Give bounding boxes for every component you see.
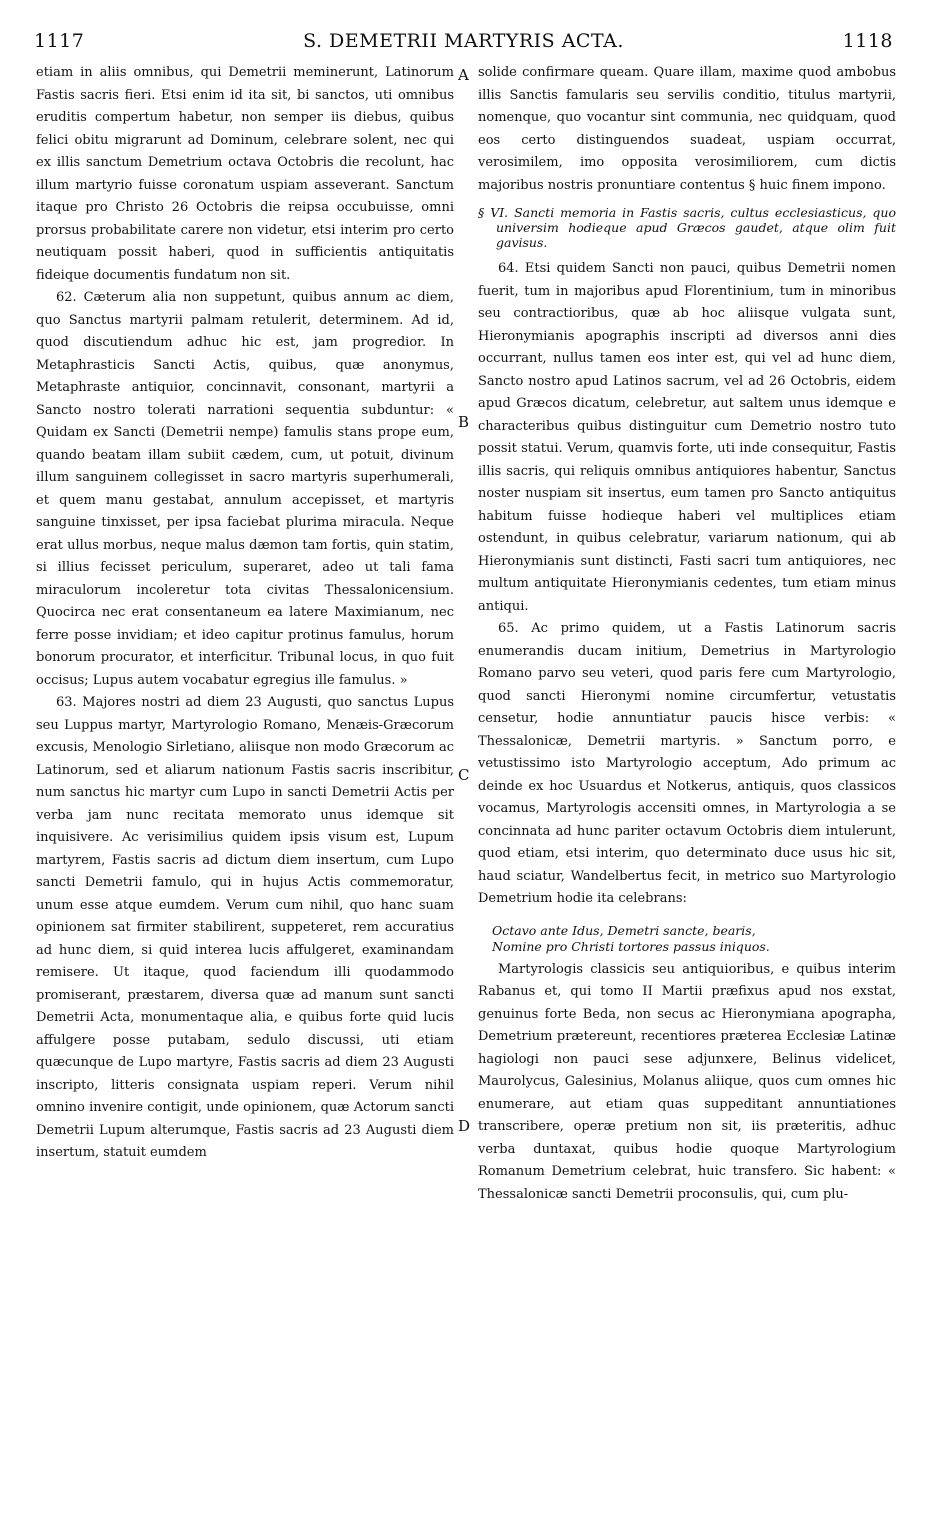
margin-marker-c: C [458, 766, 470, 784]
paragraph-after-verse: Martyrologis classicis seu antiquioribus, e quibus interim Rabanus et, qui tomo II Martii præfixus apud nos exstat, genuinus forte Beda, non secus ac Hieronymiana apographa, Demetrium prætereunt, recentiores præterea Ecclesiæ Latinæ hagiologi non pauci sese adjunxere, Belinus videlicet, Maurolycus, Galesinius, Molanus aliique, quos cum omnes hic enumerare, aut etiam quas suppeditant annuntiationes transcribere, operæ pretium non sit, iis præteritis, adhuc verba duntaxat, quibus hodie quoque Martyrologium Romanum Demetrium celebrat, huic transfero. Sic habent: « Thessalonicæ sancti Demetrii proconsulis, qui, cum plu- [478, 961, 896, 1202]
verse-line-2: Nomine pro Christi tortores passus iniquos. [492, 938, 770, 954]
verse-line-1: Octavo ante Idus, Demetri sancte, bearis, [492, 922, 756, 938]
paragraph-continued: etiam in aliis omnibus, qui Demetrii meminerunt, Latinorum Fastis sacris fieri. Etsi enim id ita sit, bi sanctos, uti omnibus eruditis compertum habetur, non semper iis diebus, quibus felici obitu migrarunt ad Dominum, celebrare solent, nec qui ex illis sanctum Demetrium octava Octobris die recolunt, hac illum martyrio fuisse coronatum uspiam asseverant. Sanctum itaque pro Christo 26 Octobris die reipsa occubuisse, omni prorsus probabilitate carere non videtur, etsi interim pro certo neutiquam possit haberi, quod in sufficientis antiquitatis fideique documentis fundatum non sit. [36, 65, 454, 283]
paragraph-63: 63. Majores nostri ad diem 23 Augusti, quo sanctus Lupus seu Luppus martyr, Martyrologio Romano, Menæis-Græcorum excusis, Menologio Sirletiano, aliisque non modo Græcorum ac Latinorum, sed et aliarum nationum Fastis sacris inscribitur, num sanctus hic martyr cum Lupo in sancti Demetrii Actis per verba jam nunc recitata memorato unus idemque sit inquisivere. Ac verisimilius quidem ipsis visum est, Lupum martyrem, Fastis sacris ad dictum diem insertum, cum Lupo sancti Demetrii famulo, qui in hujus Actis commemoratur, unum esse atque eumdem. Verum cum nihil, quo hanc suam opinionem sat firmiter stabilirent, suppeteret, rem accuratius ad hunc diem, si quid interea lucis affulgeret, examinandam remisere. Ut itaque, quod faciendum illi quodammodo promiserant, præstarem, diversa quæ ad manum sunt sancti Demetrii Acta, monumentaque alia, e quibus forte quid lucis affulgere posse putabam, sedulo discussi, uti etiam quæcunque de Lupo martyre, Fastis sacris ad diem 23 Augusti inscripto, litteris consignata uspiam reperi. Verum nihil omnino invenire contigit, unde opinionem, quæ Actorum sancti Demetrii Lupum alterumque, Fastis sacris ad 23 Augusti diem insertum, statuit eumdem [36, 695, 454, 1160]
right-page-number: 1118 [842, 30, 893, 52]
paragraph-65: 65. Ac primo quidem, ut a Fastis Latinorum sacris enumerandis ducam initium, Demetrius in Martyrologio Romano parvo seu veteri, quod paris fere cum Martyrologio, quod sancti Hieronymi nomine circumfertur, vetustatis censetur, hodie annuntiatur paucis hisce verbis: « Thessalonicæ, Demetrii martyris. » Sanctum porro, e vetustissimo isto Martyrologio acceptum, Ado primum ac deinde ex hoc Usuardus et Notkerus, antiquis, quos classicos vocamus, Martyrologis accensiti omnes, in Martyrologia a se concinnata ad hunc pariter octavum Octobris diem intulerunt, quod etiam, etsi interim, quo determinato duce usus hic sit, haud sciatur, Wandelbertus fecit, in metrico suo Martyrologio Demetrium hodie ita celebrans: [478, 621, 896, 906]
paragraph-62: 62. Cæterum alia non suppetunt, quibus annum ac diem, quo Sanctus martyrii palmam retulerit, determinem. Ad id, quod discutiendum adhuc hic est, jam progredior. In Metaphrasticis Sancti Actis, quibus, quæ anonymus, Metaphraste antiquior, concinnavit, consonant, martyrii a Sancto nostro tolerati narrationi sequentia subduntur: « Quidam ex Sancti (Demetrii nempe) famulis stans prope eum, quando beatam illam subiit cædem, cum, ut potuit, divinum illum sanguinem collegisset in sacro martyris superhumerali, et quem manu gestabat, annulum accepisset, et martyris sanguine tinxisset, per ipsa faciebat plurima miracula. Neque erat ullus morbus, neque malus dæmon tam fortis, quin statim, si illius fecisset periculum, superaret, adeo ut tali fama miraculorum incoleretur tota civitas Thessalonicensium. Quocirca nec erat consentaneum ea latere Maximianum, nec ferre posse invidiam; et ideo capitur protinus famulus, horum bonorum procurator, et interficitur. Tribunal locus, in quo fuit occisus; Lupus autem vocabatur egregius ille famulus. » [36, 290, 454, 688]
margin-marker-a: A [458, 66, 469, 84]
paragraph-64: 64. Etsi quidem Sancti non pauci, quibus Demetrii nomen fuerit, tum in majoribus apud Florentinium, tum in minoribus seu contractioribus, quæ ab hoc aliisque vulgata sunt, Hieronymianis apographis inscripti ad diversos anni dies occurrant, nullus tamen eos inter est, qui vel ad hunc diem, Sancto nostro apud Latinos sacrum, vel ad 26 Octobris, eidem apud Græcos dicatum, celebretur, aut saltem unus idemque e characteribus quibus distinguitur cum Demetrio nostro tuto possit statui. Verum, quamvis forte, uti inde consequitur, Fastis illis sacris, qui reliquis omnibus antiquiores habentur, Sanctus noster nuspiam sit insertus, eum tamen pro Sancto antiquitus habitum fuisse hodieque haberi vel multiplices etiam ostendunt, in quibus celebratur, variarum nationum, qui ab Hieronymianis sunt distincti, Fasti sacri tum antiquiores, nec multum antiquitate Hieronymianis cedentes, tum etiam minus antiqui. [478, 261, 896, 614]
left-page-number: 1117 [34, 30, 85, 52]
verse-quotation [492, 923, 896, 955]
running-title: S. DEMETRII MARTYRIS ACTA. [303, 30, 624, 52]
left-column [36, 62, 454, 1165]
section-heading: § VI. Sancti memoria in Fastis sacris, cultus ecclesiasticus, quo universim hodieque apud Græcos gaudet, atque olim fuit gavisus. [478, 205, 896, 250]
paragraph-continued-right: solide confirmare queam. Quare illam, maxime quod ambobus illis Sanctis famularis seu servilis conditio, titulus martyrii, nomenque, quo vocantur sint communia, nec quidquam, quod eos certo distinguendos suadeat, uspiam occurrat, verosimilem, imo opposita verosimiliorem, cum dictis majoribus nostris pronuntiare contentus § huic finem impono. [478, 65, 896, 193]
right-column [478, 62, 896, 1206]
margin-marker-b: B [458, 413, 470, 431]
margin-marker-d: D [458, 1117, 471, 1135]
